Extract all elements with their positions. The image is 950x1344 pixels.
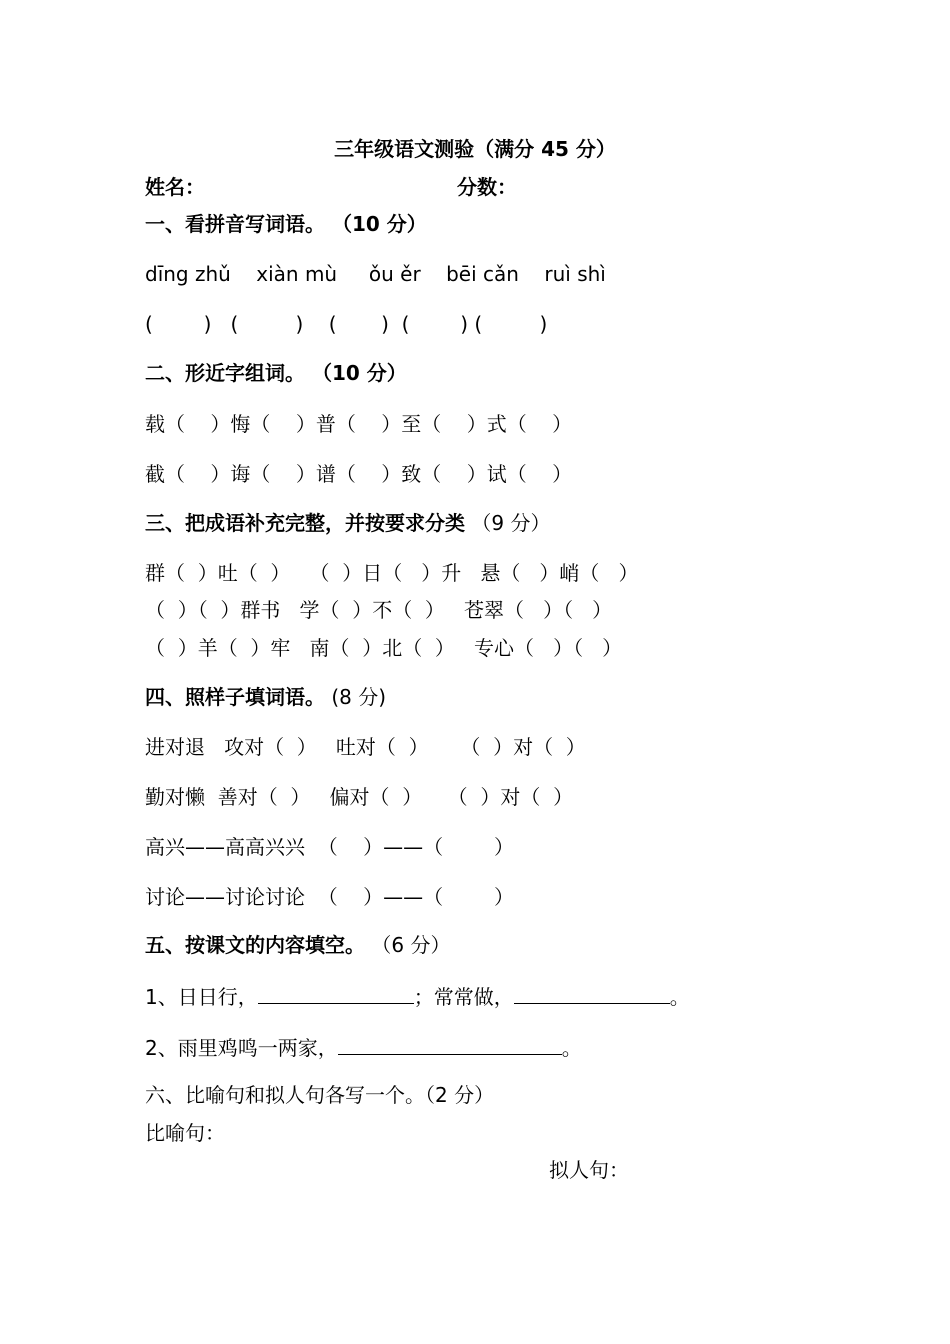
section-5-line-1-part-a: 1、日日行，: [145, 985, 258, 1009]
section-5-line-2: [145, 1034, 582, 1060]
fill-blank-2[interactable]: [514, 983, 670, 1004]
section-4-points: (8 分): [325, 685, 387, 709]
section-4-row-2[interactable]: 勤对懒 善对（ ） 偏对（ ） （ ）对（ ）: [145, 785, 574, 809]
section-2-row-1[interactable]: 载（ ）悔（ ）普（ ）至（ ）式（ ）: [145, 412, 573, 436]
section-5-line-2-part-b: 。: [561, 1036, 582, 1060]
section-5-line-2-part-a: 2、雨里鸡鸣一两家，: [145, 1036, 338, 1060]
section-5-heading: 五、按课文的内容填空。: [145, 933, 365, 957]
section-1-answer-brackets[interactable]: ( ) ( ) ( ) ( ) ( ): [145, 312, 548, 336]
section-3-heading: 三、把成语补充完整，并按要求分类: [145, 511, 465, 535]
section-4-row-3[interactable]: 高兴——高高兴兴 （ ）——（ ）: [145, 835, 515, 859]
section-5-heading-line: [145, 933, 450, 957]
section-4-heading: 四、照样子填词语。: [145, 685, 325, 709]
personification-label: 拟人句：: [549, 1158, 629, 1182]
page-title: 三年级语文测验（满分 45 分）: [334, 137, 616, 161]
section-3-points: （9 分）: [465, 511, 551, 535]
section-3-row-2[interactable]: （ ）（ ）群书 学（ ）不（ ） 苍翠（ ）（ ）: [145, 598, 613, 622]
name-label: 姓名：: [145, 175, 205, 199]
section-2-row-2[interactable]: 截（ ）诲（ ）谱（ ）致（ ）试（ ）: [145, 462, 573, 486]
section-4-row-4[interactable]: 讨论——讨论讨论 （ ）——（ ）: [145, 885, 515, 909]
section-2-heading: 二、形近字组词。 （10 分）: [145, 361, 407, 385]
score-label: 分数：: [457, 175, 517, 199]
section-1-heading: 一、看拼音写词语。 （10 分）: [145, 212, 427, 236]
section-5-line-1-part-b: ；常常做，: [413, 985, 514, 1009]
section-5-line-1: [145, 983, 690, 1009]
fill-blank-3[interactable]: [338, 1034, 562, 1055]
section-4-row-1[interactable]: 进对退 攻对（ ） 吐对（ ） （ ）对（ ）: [145, 735, 586, 759]
fill-blank-1[interactable]: [258, 983, 414, 1004]
section-3-row-3[interactable]: （ ）羊（ ）牢 南（ ）北（ ） 专心（ ）（ ）: [145, 636, 623, 660]
simile-label: 比喻句：: [145, 1121, 225, 1145]
section-3-row-1[interactable]: 群（ ）吐（ ） （ ）日（ ）升 悬（ ）峭（ ）: [145, 561, 639, 585]
section-6-heading: 六、比喻句和拟人句各写一个。（2 分）: [145, 1083, 495, 1107]
section-1-pinyin: dīng zhǔ xiàn mù ǒu ěr bēi cǎn ruì shì: [145, 262, 606, 286]
section-5-line-1-part-c: 。: [669, 985, 690, 1009]
section-3-heading-line: [145, 511, 550, 535]
section-4-heading-line: [145, 685, 386, 709]
section-5-points: （6 分）: [365, 933, 451, 957]
